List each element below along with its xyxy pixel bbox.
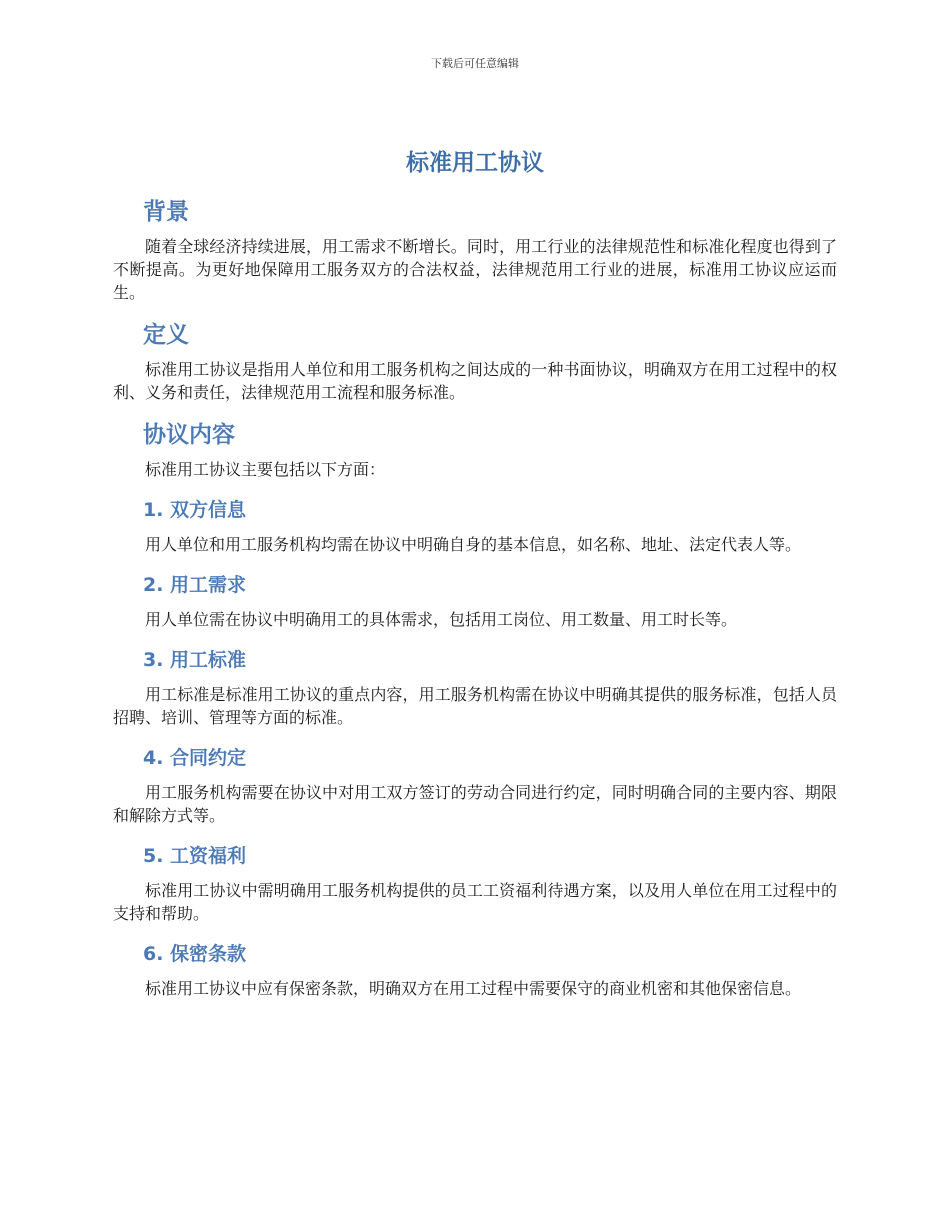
section-background (113, 195, 837, 304)
section-agreement-content (113, 418, 837, 481)
subsection-heading: 2. 用工需求 (143, 574, 247, 596)
subsection-party-info (113, 495, 837, 556)
subsection-heading: 1. 双方信息 (143, 499, 247, 521)
section-heading: 协议内容 (143, 422, 235, 448)
document-title: 标准用工协议 (406, 150, 544, 176)
section-definition (113, 318, 837, 404)
subsection-heading: 6. 保密条款 (143, 943, 247, 965)
subsection-labor-standard (113, 645, 837, 729)
subsection-paragraph: 标准用工协议中应有保密条款，明确双方在用工过程中需要保守的商业机密和其他保密信息。 (145, 979, 802, 998)
section-heading: 定义 (143, 322, 189, 348)
subsection-paragraph: 用人单位和用工服务机构均需在协议中明确自身的基本信息，如名称、地址、法定代表人等。 (145, 535, 802, 554)
subsection-heading: 4. 合同约定 (143, 747, 247, 769)
subsection-labor-demand (113, 570, 837, 631)
subsection-heading: 5. 工资福利 (143, 845, 247, 867)
subsection-wages-benefits (113, 841, 837, 925)
subsection-contract-terms (113, 743, 837, 827)
subsection-confidentiality (113, 939, 837, 1000)
section-paragraph: 随着全球经济持续进展，用工需求不断增长。同时，用工行业的法律规范性和标准化程度也得到了不断提高。为更好地保障用工服务双方的合法权益，法律规范用工行业的进展，标准用工协议应运而生。 (113, 237, 837, 302)
section-paragraph: 标准用工协议主要包括以下方面： (145, 460, 386, 479)
subsection-paragraph: 用工服务机构需要在协议中对用工双方签订的劳动合同进行约定，同时明确合同的主要内容、期限和解除方式等。 (113, 783, 837, 825)
section-paragraph: 标准用工协议是指用人单位和用工服务机构之间达成的一种书面协议，明确双方在用工过程中的权利、义务和责任，法律规范用工流程和服务标准。 (113, 360, 837, 402)
subsection-heading: 3. 用工标准 (143, 649, 247, 671)
subsection-paragraph: 标准用工协议中需明确用工服务机构提供的员工工资福利待遇方案，以及用人单位在用工过程中的支持和帮助。 (113, 881, 837, 923)
subsection-paragraph: 用人单位需在协议中明确用工的具体需求，包括用工岗位、用工数量、用工时长等。 (145, 610, 738, 629)
document-content (113, 145, 837, 1014)
header-note: 下载后可任意编辑 (431, 57, 519, 70)
section-heading: 背景 (143, 199, 189, 225)
subsection-paragraph: 用工标准是标准用工协议的重点内容，用工服务机构需在协议中明确其提供的服务标准，包括人员招聘、培训、管理等方面的标准。 (113, 685, 837, 727)
